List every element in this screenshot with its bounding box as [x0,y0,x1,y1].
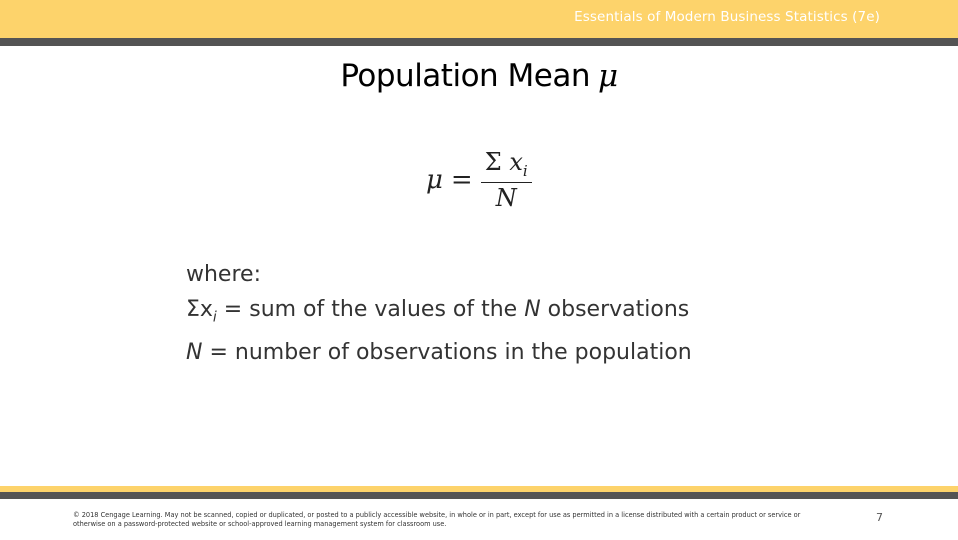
definition-n-symbol: N [186,340,203,366]
formula-equals: = [450,165,473,195]
course-title: Essentials of Modern Business Statistics (7e) [574,9,880,25]
footer-divider [0,492,958,499]
definition-n [186,335,692,370]
definition-sum-emph: N [524,297,541,322]
definition-sum-text2: observations [540,297,690,322]
slide-title-text: Population Mean [340,58,591,94]
definition-sum [186,292,692,335]
slide-title [0,58,958,94]
definition-sum-text: = sum of the values of the [216,297,525,322]
header-band [0,0,958,38]
page-number: 7 [876,511,883,524]
copyright-line-1: © 2018 Cengage Learning. May not be scanned, copied or duplicated, or posted to a publicly accessible website, in whole or in part, except for use as permitted in a license distributed with a certain product or service or [73,511,801,519]
definition-sum-sub: i [212,309,217,326]
population-mean-formula [426,144,532,216]
formula-lhs: μ [426,165,443,195]
where-label: where: [186,262,261,287]
formula-sigma: Σ [484,147,502,176]
formula-fraction [481,148,532,212]
header-divider [0,38,958,46]
definition-sum-symbol: Σx [186,297,213,322]
definitions-block [186,257,692,370]
copyright-notice [73,511,803,529]
copyright-line-2: otherwise on a password-protected website or school-approved learning management system for classroom use. [73,520,447,528]
formula-numerator-var: x [509,147,523,176]
formula-numerator-sub: i [522,161,528,180]
formula-denominator: N [495,184,517,213]
slide-title-symbol: μ [598,58,618,94]
definition-n-text: = number of observations in the population [202,340,692,366]
formula-numerator [481,148,532,182]
